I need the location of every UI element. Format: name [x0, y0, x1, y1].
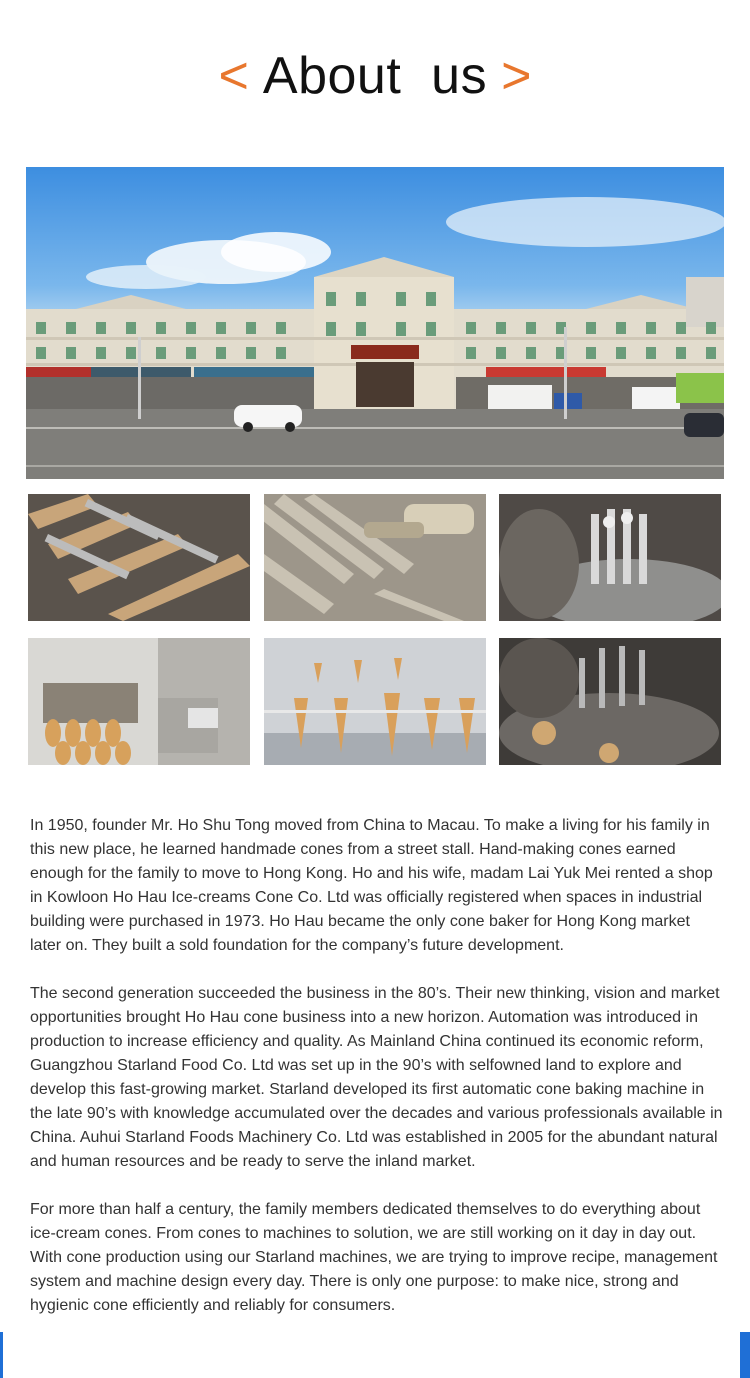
title-right-bracket: > — [501, 47, 532, 105]
about-text-block — [30, 814, 724, 1342]
cone-molds-row-photo — [28, 494, 250, 621]
page-title: About us — [262, 47, 488, 105]
waffle-baking-plate-photo — [264, 494, 486, 621]
cones-on-conveyor-photo — [264, 638, 486, 765]
cone-machine-rotor-photo — [499, 494, 721, 621]
title-left-bracket: < — [218, 47, 249, 105]
right-edge-bar — [740, 1332, 750, 1378]
about-paragraph-1: In 1950, founder Mr. Ho Shu Tong moved from China to Macau. To make a living for his family in this new place, he learned handmade cones from a street stall. Hand-making cones earned enough for the family to move to Hong Kong. Ho and his wife, madam Lai Yuk Mei rented a shop in Kowloon Ho Hau Ice-creams Cone Co. Ltd was officially registered when spaces in industrial building were purchased in 1973. Ho Hau became the only cone baker for Hong Kong market later on. They built a sold foundation for the company’s future development. — [30, 817, 713, 954]
about-paragraph-3: For more than half a century, the family members dedicated themselves to do everything about ice-cream cones. From cones to machines to solution, we are still working on it day in day out. With cone production using our Starland machines, we are trying to improve recipe, management system and machine design every day. There is only one purpose: to make nice, strong and hygienic cone efficiently and reliably for consumers. — [30, 1201, 718, 1314]
section-title — [0, 40, 750, 112]
cone-baking-machine-photo — [28, 638, 250, 765]
left-edge-bar — [0, 1332, 3, 1378]
about-paragraph-2: The second generation succeeded the business in the 80’s. Their new thinking, vision and market opportunities brought Ho Hau cone business into a new horizon. Automation was introduced in production to increase efficiency and quality. As Mainland China continued its economic reform, Guangzhou Starland Food Co. Ltd was set up in the 90’s with selfowned land to explore and develop this fast-growing market. Starland developed its first automatic cone baking machine in the late 90’s with knowledge accumulated over the decades and various professionals available in China. Auhui Starland Foods Machinery Co. Ltd was established in 2005 for the abundant natural and human resources and be ready to serve the inland market. — [30, 985, 723, 1170]
cone-machine-gear-photo — [499, 638, 721, 765]
factory-building-photo — [26, 167, 724, 479]
